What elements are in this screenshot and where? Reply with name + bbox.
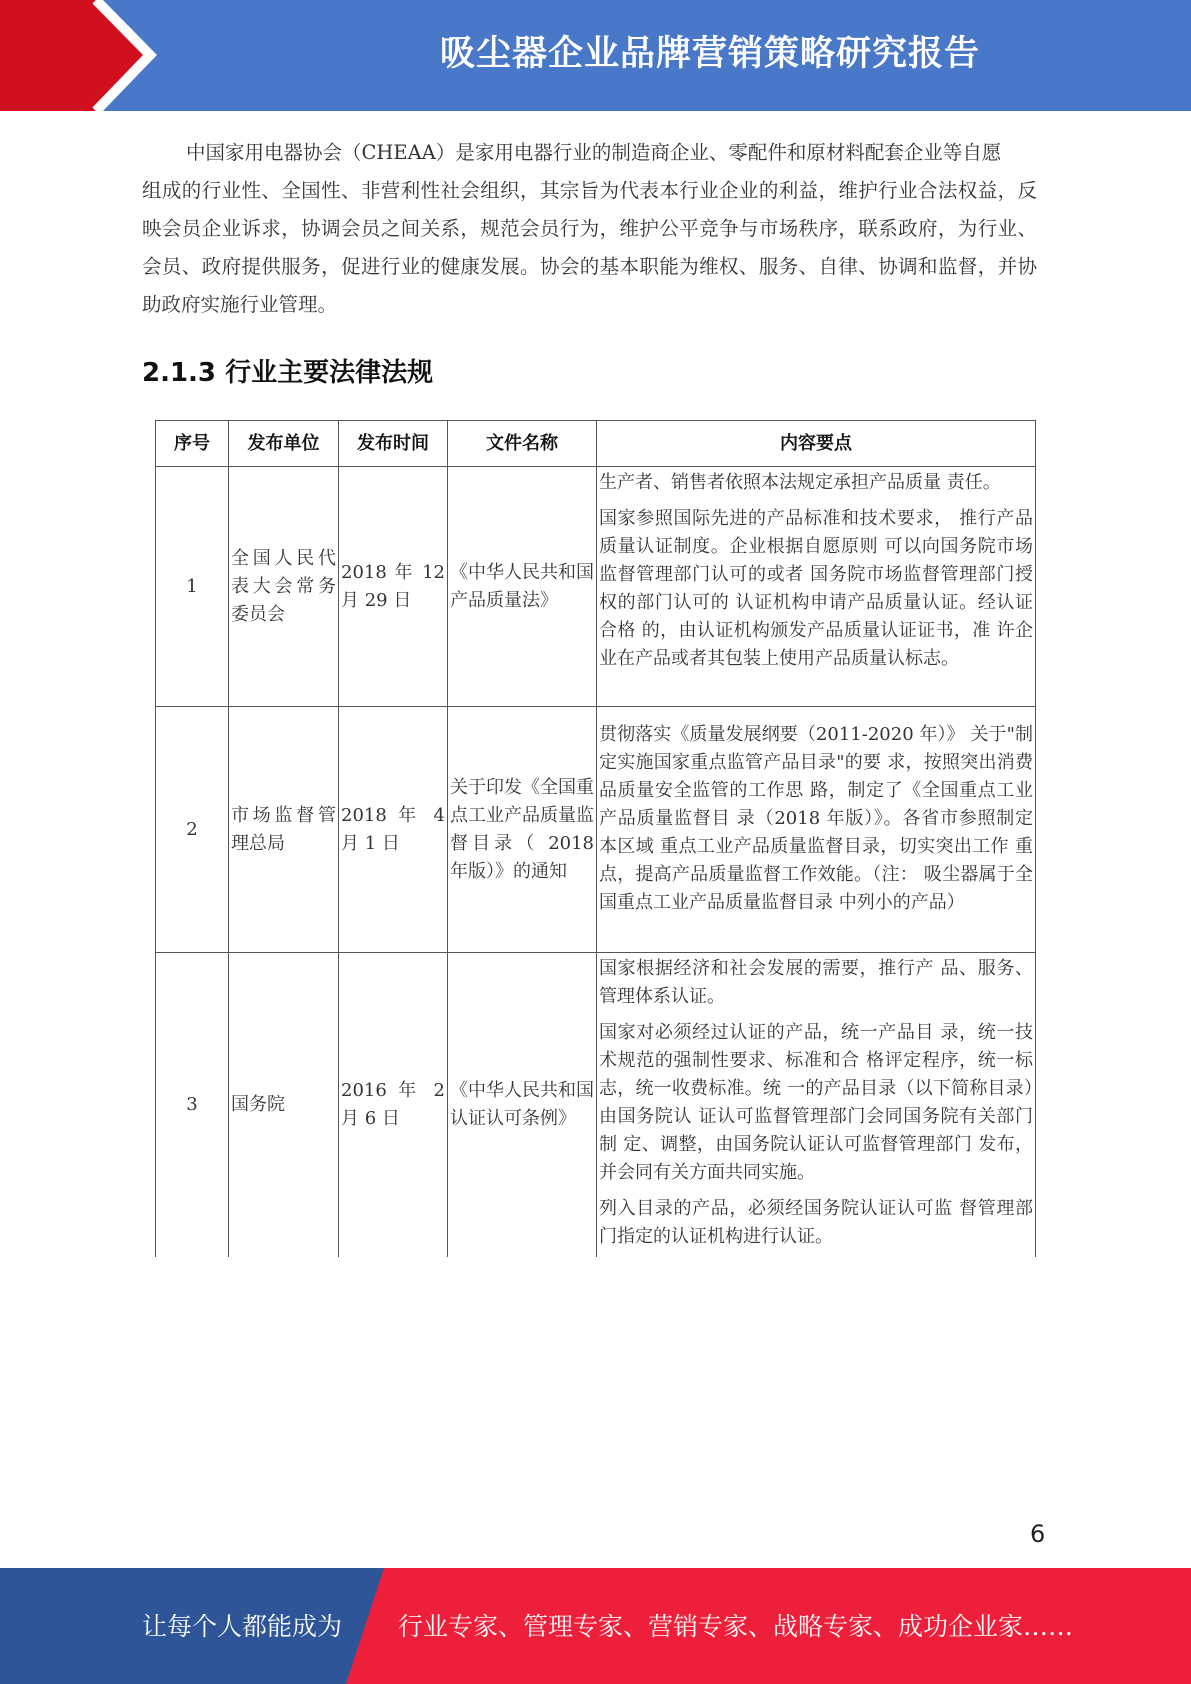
section-heading: 2.1.3 行业主要法律法规 bbox=[142, 358, 434, 388]
key-point: 贯彻落实《质量发展纲要（2011-2020 年）》 关于"制定实施国家重点监管产品目录"的要 求，按照突出消费品质量安全监管的工作思 路，制定了《全国重点工业产品质量监督目 录（2018 年版）》。各省市参照制定本区域 重点工业产品质量监督目录，切实突出工作 重点，提高产品质量监督工作效能。（注： 吸尘器属于全国重点工业产品质量监督目录 中列小的产品） bbox=[599, 724, 1033, 913]
col-header-date: 发布时间 bbox=[339, 421, 448, 467]
row-key-points bbox=[597, 467, 1036, 707]
key-point: 国家参照国际先进的产品标准和技术要求， 推行产品质量认证制度。企业根据自愿原则 可以向国务院市场监督管理部门认可的或者 国务院市场监督管理部门授权的部门认可的 认证机构申请产品质量认证。经认证合格 的，由认证机构颁发产品质量认证证书，准 许企业在产品或者其包装上使用产品质量认标志。 bbox=[599, 508, 1033, 669]
footer-slogan-right: 行业专家、管理专家、营销专家、战略专家、成功企业家…… bbox=[398, 1612, 1074, 1641]
key-point: 国家对必须经过认证的产品，统一产品目 录，统一技术规范的强制性要求、标准和合 格评定程序，统一标志，统一收费标准。统 一的产品目录（以下简称目录）由国务院认 证认可监督管理部门会同国务院有关部门制 定、调整，由国务院认证认可监督管理部门 发布，并会同有关方面共同实施。 bbox=[599, 1022, 1033, 1183]
row-document: 关于印发《全国重点工业产品质量监督目录（ 2018 年版）》的通知 bbox=[448, 707, 597, 953]
row-key-points bbox=[597, 953, 1036, 1258]
intro-line-1: 中国家用电器协会（CHEAA）是家用电器行业的制造商企业、零配件和原材料配套企业等自愿 bbox=[186, 141, 1002, 164]
row-date: 2018 年 12 月 29 日 bbox=[339, 467, 448, 707]
regulations-table bbox=[155, 420, 1036, 1257]
row-issuer: 全国人民代表大会常务委员会 bbox=[229, 467, 339, 707]
key-point: 生产者、销售者依照本法规定承担产品质量 责任。 bbox=[599, 472, 1001, 493]
footer-banner bbox=[0, 1568, 1191, 1684]
table-row bbox=[156, 707, 1036, 953]
row-issuer: 市场监督管理总局 bbox=[229, 707, 339, 953]
col-header-issuer: 发布单位 bbox=[229, 421, 339, 467]
col-header-no: 序号 bbox=[156, 421, 229, 467]
row-number: 1 bbox=[156, 467, 229, 707]
row-number: 2 bbox=[156, 707, 229, 953]
key-point: 列入目录的产品，必须经国务院认证认可监 督管理部门指定的认证机构进行认证。 bbox=[599, 1198, 1033, 1247]
table-row bbox=[156, 953, 1036, 1258]
header-arrow-decoration bbox=[0, 0, 300, 111]
intro-paragraph bbox=[142, 134, 1037, 324]
intro-body: 组成的行业性、全国性、非营利性社会组织，其宗旨为代表本行业企业的利益，维护行业合法权益，反映会员企业诉求，协调会员之间关系，规范会员行为，维护公平竞争与市场秩序，联系政府，为行业、会员、政府提供服务，促进行业的健康发展。协会的基本职能为维权、服务、自律、协调和监督，并协助政府实施行业管理。 bbox=[142, 179, 1037, 316]
row-date: 2018 年 4 月 1 日 bbox=[339, 707, 448, 953]
header-banner bbox=[0, 0, 1191, 111]
row-date: 2016 年 2 月 6 日 bbox=[339, 953, 448, 1258]
row-document: 《中华人民共和国产品质量法》 bbox=[448, 467, 597, 707]
col-header-doc: 文件名称 bbox=[448, 421, 597, 467]
footer-slogan-left: 让每个人都能成为 bbox=[142, 1612, 343, 1641]
key-point: 国家根据经济和社会发展的需要，推行产 品、服务、管理体系认证。 bbox=[599, 958, 1033, 1007]
row-number: 3 bbox=[156, 953, 229, 1258]
page-number: 6 bbox=[1030, 1520, 1046, 1548]
table-header-row bbox=[156, 421, 1036, 467]
row-issuer: 国务院 bbox=[229, 953, 339, 1258]
col-header-points: 内容要点 bbox=[597, 421, 1036, 467]
row-document: 《中华人民共和国认证认可条例》 bbox=[448, 953, 597, 1258]
row-key-points bbox=[597, 707, 1036, 953]
table-row bbox=[156, 467, 1036, 707]
report-title: 吸尘器企业品牌营销策略研究报告 bbox=[439, 34, 980, 74]
